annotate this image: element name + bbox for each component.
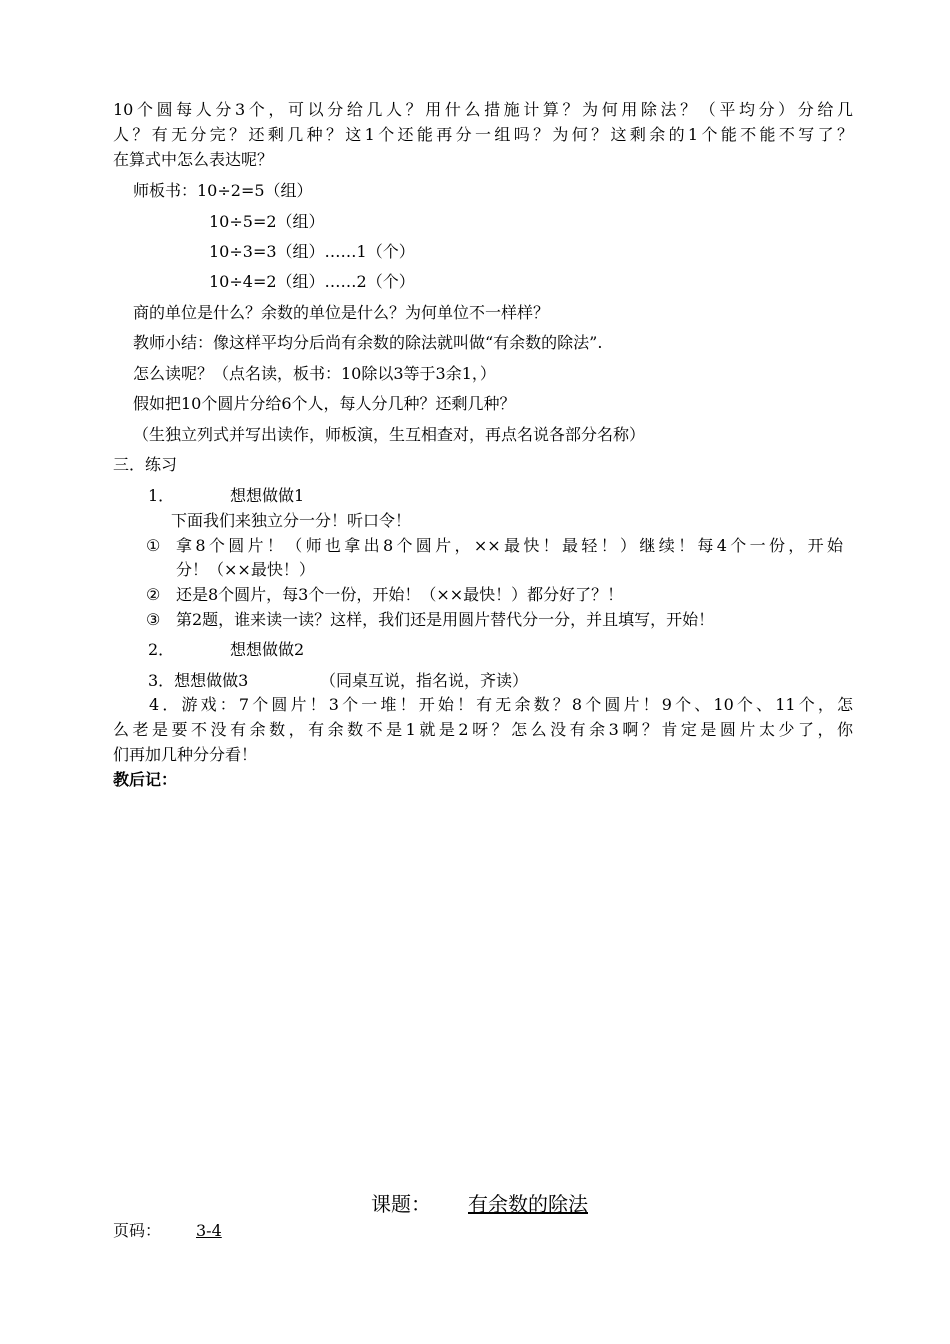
board-equation-3: 10÷3=3（组）……1（个） [209,242,415,261]
exercise-item-1-line-1: 拿8个圆片！（师也拿出8个圆片，××最快！最轻！）继续！每4个一份，开始 [176,536,843,555]
exercise-4-line-2: 么老是要不没有余数，有余数不是1就是2呀？怎么没有余3啊？肯定是圆片太少了，你 [113,720,853,739]
exercise-4-line-3: 们再加几种分分看！ [113,745,258,764]
exercise-1-number: 1． [148,486,175,505]
exercise-1-title: 想想做做1 [230,486,305,505]
exercise-item-3: 第2题，谁来读一读？这样，我们还是用圆片替代分一分，并且填写，开始！ [176,610,715,629]
exercise-3-label: 3．想想做做3 [148,671,249,690]
how-to-read: 怎么读呢？（点名读，板书：10除以3等于3余1，） [133,364,496,383]
circled-number-3: ③ [146,610,161,629]
page-number-label: 页码： [113,1221,162,1240]
post-lesson-notes-label: 教后记： [113,770,178,789]
intro-line-2: 人？有无分完？还剩几种？这1个还能再分一组吗？为何？这剩余的1个能不能不写了？ [113,125,853,144]
board-equation-4: 10÷4=2（组）……2（个） [209,272,415,291]
course-title: 有余数的除法 [468,1192,588,1216]
board-equation-2: 10÷5=2（组） [209,212,325,231]
circled-number-2: ② [146,585,161,604]
question-six-people: 假如把10个圆片分给6个人，每人分几种？还剩几种？ [133,394,516,413]
exercise-item-1-line-2: 分！（××最快！） [176,560,315,579]
section-title-practice: 三．练习 [113,455,178,474]
exercise-3-note: （同桌互说，指名说，齐读） [320,671,529,690]
exercise-2-number: 2． [148,640,175,659]
question-units: 商的单位是什么？余数的单位是什么？为何单位不一样样？ [133,303,550,322]
teacher-summary: 教师小结：像这样平均分后尚有余数的除法就叫做“有余数的除法”. [133,333,603,352]
intro-line-3: 在算式中怎么表达呢？ [113,150,274,169]
exercise-1-intro: 下面我们来独立分一分！听口令！ [171,511,412,530]
intro-line-1: 10个圆每人分3个，可以分给几人？用什么措施计算？为何用除法？（平均分）分给几 [113,100,853,119]
activity-note: （生独立列式并写出读作，师板演，生互相查对，再点名说各部分名称） [133,425,646,444]
board-label-equation-1: 师板书：10÷2=5（组） [133,181,313,200]
exercise-item-2: 还是8个圆片，每3个一份，开始！（××最快！）都分好了？！ [176,585,624,604]
page-number-value: 3-4 [196,1221,222,1240]
exercise-4-line-1: 4．游戏：7个圆片！3个一堆！开始！有无余数？8个圆片！9个、10个、11个，怎 [149,695,853,714]
course-label: 课题： [371,1192,431,1216]
circled-number-1: ① [146,536,161,555]
exercise-2-title: 想想做做2 [230,640,305,659]
